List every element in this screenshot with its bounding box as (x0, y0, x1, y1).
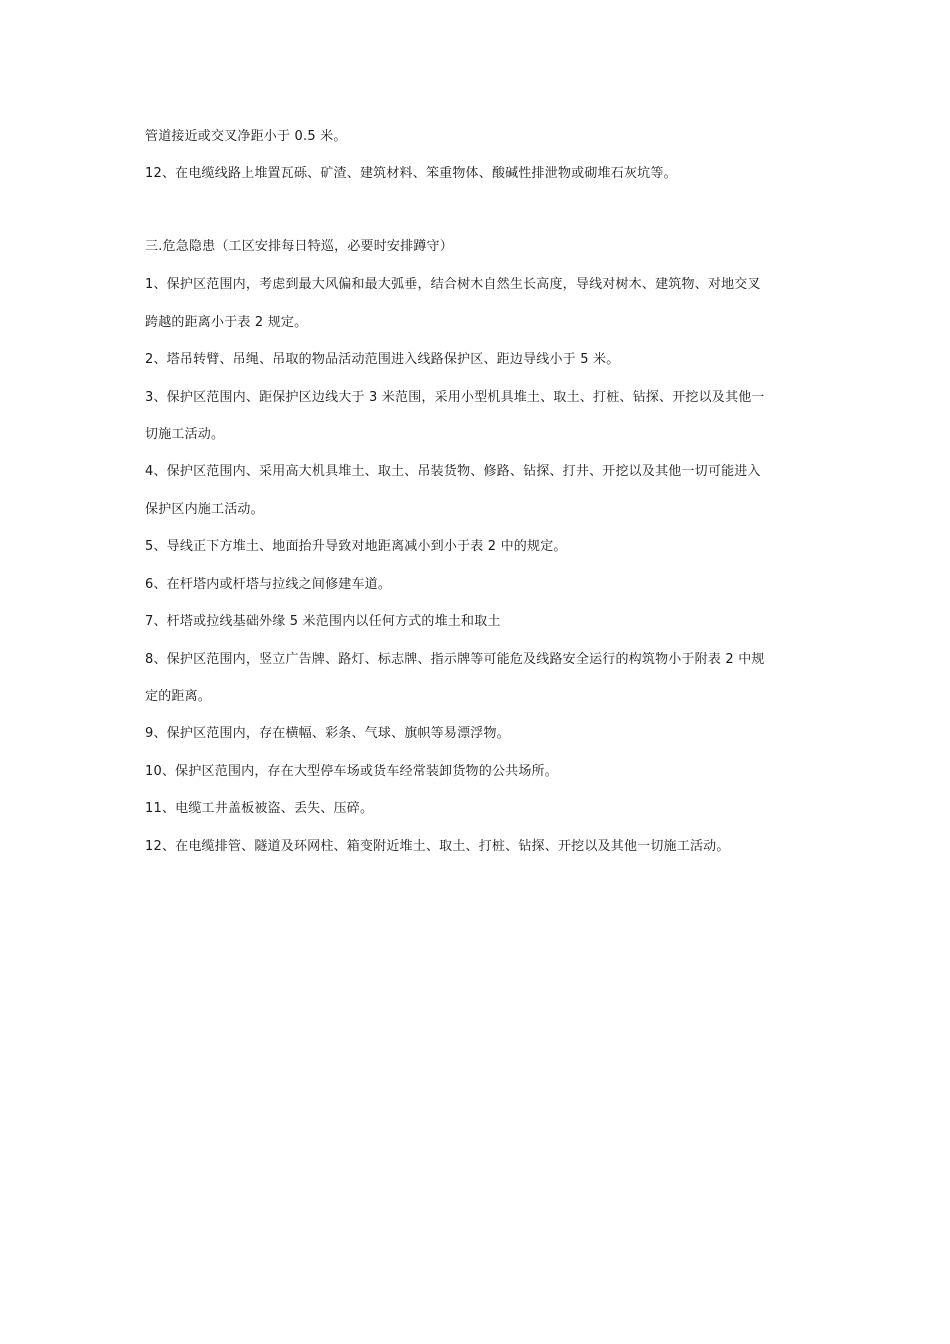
section-heading: 三.危急隐患（工区安排每日特巡，必要时安排蹲守） (145, 239, 453, 254)
text-line: 切施工活动。 (145, 427, 225, 442)
text-line: 4、保护区范围内、采用高大机具堆土、取土、吊装货物、修路、钻探、打井、开挖以及其他一切可能进入 (145, 464, 761, 479)
text-line: 6、在杆塔内或杆塔与拉线之间修建车道。 (145, 577, 392, 592)
text-line: 保护区内施工活动。 (145, 502, 264, 517)
text-line: 11、电缆工井盖板被盗、丢失、压碎。 (145, 801, 374, 816)
text-line: 2、塔吊转臂、吊绳、吊取的物品活动范围进入线路保护区、距边导线小于 5 米。 (145, 352, 620, 367)
text-line: 10、保护区范围内，存在大型停车场或货车经常装卸货物的公共场所。 (145, 764, 558, 779)
text-line: 8、保护区范围内，竖立广告牌、路灯、标志牌、指示牌等可能危及线路安全运行的构筑物小于附表 2 中规 (145, 652, 765, 667)
text-line: 7、杆塔或拉线基础外缘 5 米范围内以任何方式的堆土和取土 (145, 614, 501, 629)
text-line: 管道接近或交叉净距小于 0.5 米。 (145, 129, 347, 144)
text-line: 5、导线正下方堆土、地面抬升导致对地距离减小到小于表 2 中的规定。 (145, 539, 567, 554)
text-line: 跨越的距离小于表 2 规定。 (145, 315, 308, 330)
text-line: 12、在电缆排管、隧道及环网柱、箱变附近堆土、取土、打桩、钻探、开挖以及其他一切施工活动。 (145, 839, 730, 854)
text-line: 3、保护区范围内、距保护区边线大于 3 米范围，采用小型机具堆土、取土、打桩、钻探、开挖以及其他一 (145, 390, 765, 405)
text-line: 定的距离。 (145, 689, 212, 704)
text-line: 12、在电缆线路上堆置瓦砾、矿渣、建筑材料、笨重物体、酸碱性排泄物或砌堆石灰坑等。 (145, 166, 677, 181)
text-line: 1、保护区范围内，考虑到最大风偏和最大弧垂，结合树木自然生长高度，导线对树木、建筑物、对地交叉 (145, 277, 761, 292)
text-line: 9、保护区范围内，存在横幅、彩条、气球、旗帜等易漂浮物。 (145, 726, 510, 741)
